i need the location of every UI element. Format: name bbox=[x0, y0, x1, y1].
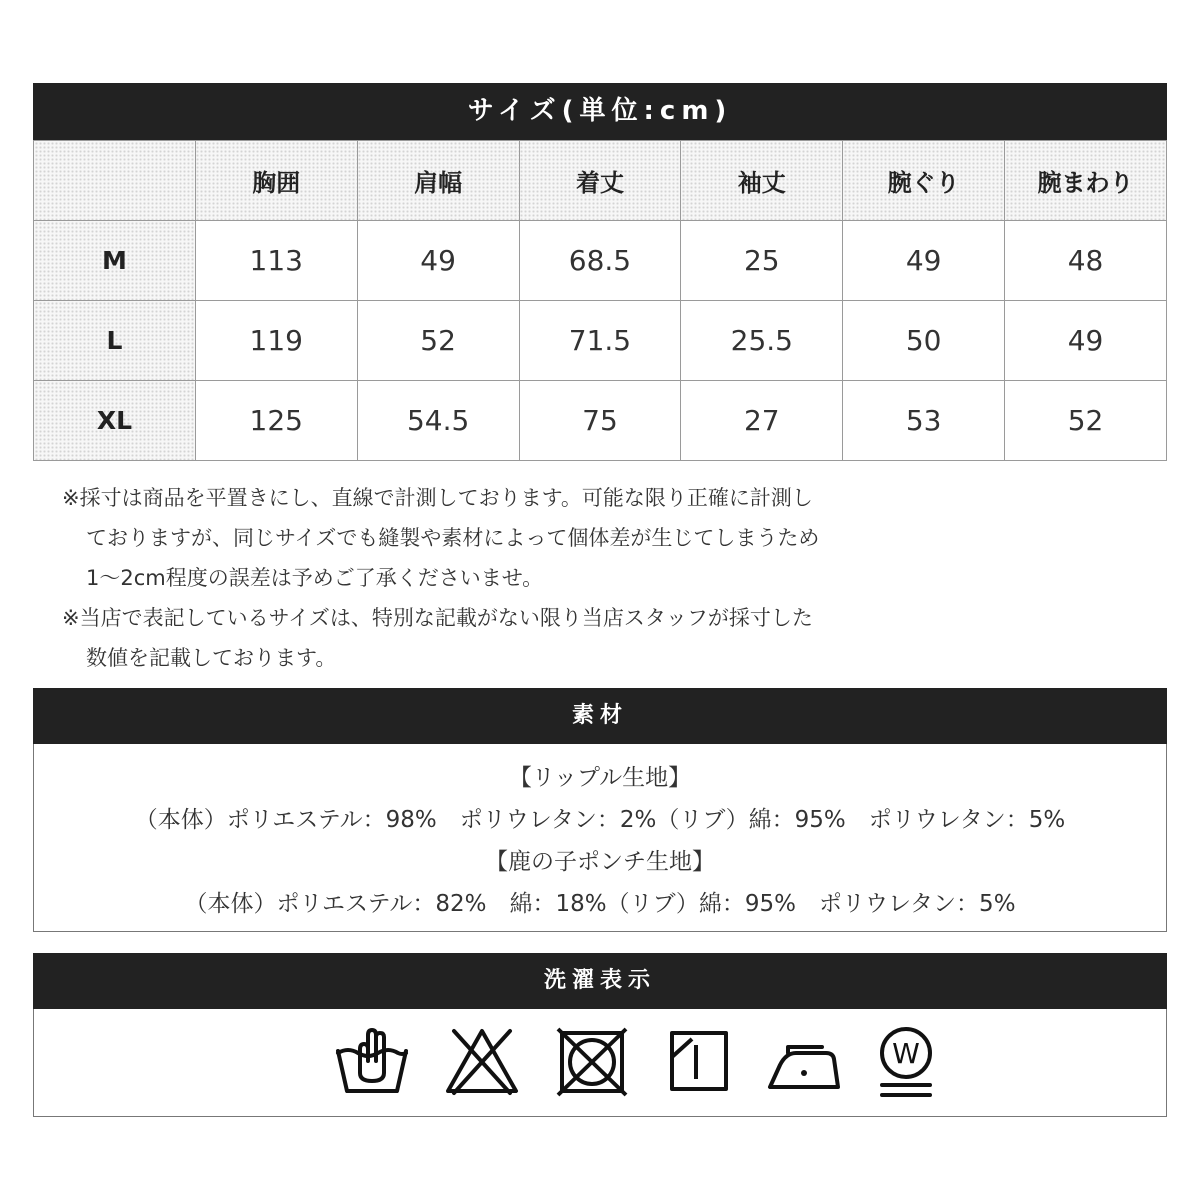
size-label: L bbox=[34, 301, 196, 381]
table-row bbox=[34, 221, 1167, 301]
wet-clean-letter: W bbox=[892, 1037, 920, 1070]
wet-clean-icon bbox=[876, 1027, 936, 1101]
table-cell: 113 bbox=[195, 221, 357, 301]
iron-low-icon bbox=[766, 1027, 842, 1097]
table-cell: 54.5 bbox=[357, 381, 519, 461]
header-length: 着丈 bbox=[519, 141, 681, 221]
table-cell: 71.5 bbox=[519, 301, 681, 381]
note-line: 1〜2cm程度の誤差は予めご了承くださいませ。 bbox=[86, 566, 544, 590]
header-arm-circumference: 腕まわり bbox=[1005, 141, 1167, 221]
measurement-notes bbox=[62, 478, 962, 678]
wash-box bbox=[33, 1009, 1167, 1117]
table-row bbox=[34, 381, 1167, 461]
table-cell: 25.5 bbox=[681, 301, 843, 381]
header-shoulder: 肩幅 bbox=[357, 141, 519, 221]
table-cell: 25 bbox=[681, 221, 843, 301]
size-label: XL bbox=[34, 381, 196, 461]
material-section-title: 素材 bbox=[33, 688, 1167, 744]
material-line-ripple: （本体）ポリエステル：98% ポリウレタン：2%（リブ）綿：95% ポリウレタン：5% bbox=[134, 807, 1066, 833]
material-line-pique: （本体）ポリエステル：82% 綿：18%（リブ）綿：95% ポリウレタン：5% bbox=[184, 891, 1016, 917]
no-bleach-icon bbox=[444, 1027, 520, 1097]
table-cell: 53 bbox=[843, 381, 1005, 461]
hand-wash-icon bbox=[334, 1027, 410, 1097]
table-cell: 49 bbox=[357, 221, 519, 301]
table-cell: 68.5 bbox=[519, 221, 681, 301]
header-sleeve: 袖丈 bbox=[681, 141, 843, 221]
size-label: M bbox=[34, 221, 196, 301]
no-tumble-dry-icon bbox=[556, 1027, 628, 1097]
material-heading-pique: 【鹿の子ポンチ生地】 bbox=[485, 849, 715, 875]
drip-dry-icon bbox=[666, 1027, 732, 1097]
table-cell: 52 bbox=[357, 301, 519, 381]
table-cell: 27 bbox=[681, 381, 843, 461]
table-cell: 50 bbox=[843, 301, 1005, 381]
size-section-title: サイズ(単位:cm) bbox=[33, 83, 1167, 140]
material-heading-ripple: 【リップル生地】 bbox=[508, 765, 692, 791]
table-cell: 75 bbox=[519, 381, 681, 461]
table-cell: 52 bbox=[1005, 381, 1167, 461]
table-cell: 48 bbox=[1005, 221, 1167, 301]
table-cell: 49 bbox=[843, 221, 1005, 301]
note-line: 数値を記載しております。 bbox=[86, 646, 337, 670]
note-line: ※当店で表記しているサイズは、特別な記載がない限り当店スタッフが採寸した bbox=[62, 606, 813, 630]
table-cell: 125 bbox=[195, 381, 357, 461]
table-row bbox=[34, 301, 1167, 381]
header-chest: 胸囲 bbox=[195, 141, 357, 221]
note-line: ておりますが、同じサイズでも縫製や素材によって個体差が生じてしまうため bbox=[86, 526, 820, 550]
corner-cell bbox=[34, 141, 196, 221]
material-box bbox=[33, 744, 1167, 932]
note-line: ※採寸は商品を平置きにし、直線で計測しております。可能な限り正確に計測し bbox=[62, 486, 813, 510]
wash-section-title: 洗濯表示 bbox=[33, 953, 1167, 1009]
care-symbols bbox=[334, 1027, 934, 1107]
header-armhole: 腕ぐり bbox=[843, 141, 1005, 221]
size-table bbox=[33, 140, 1167, 461]
table-cell: 119 bbox=[195, 301, 357, 381]
table-cell: 49 bbox=[1005, 301, 1167, 381]
size-table-header-row bbox=[34, 141, 1167, 221]
